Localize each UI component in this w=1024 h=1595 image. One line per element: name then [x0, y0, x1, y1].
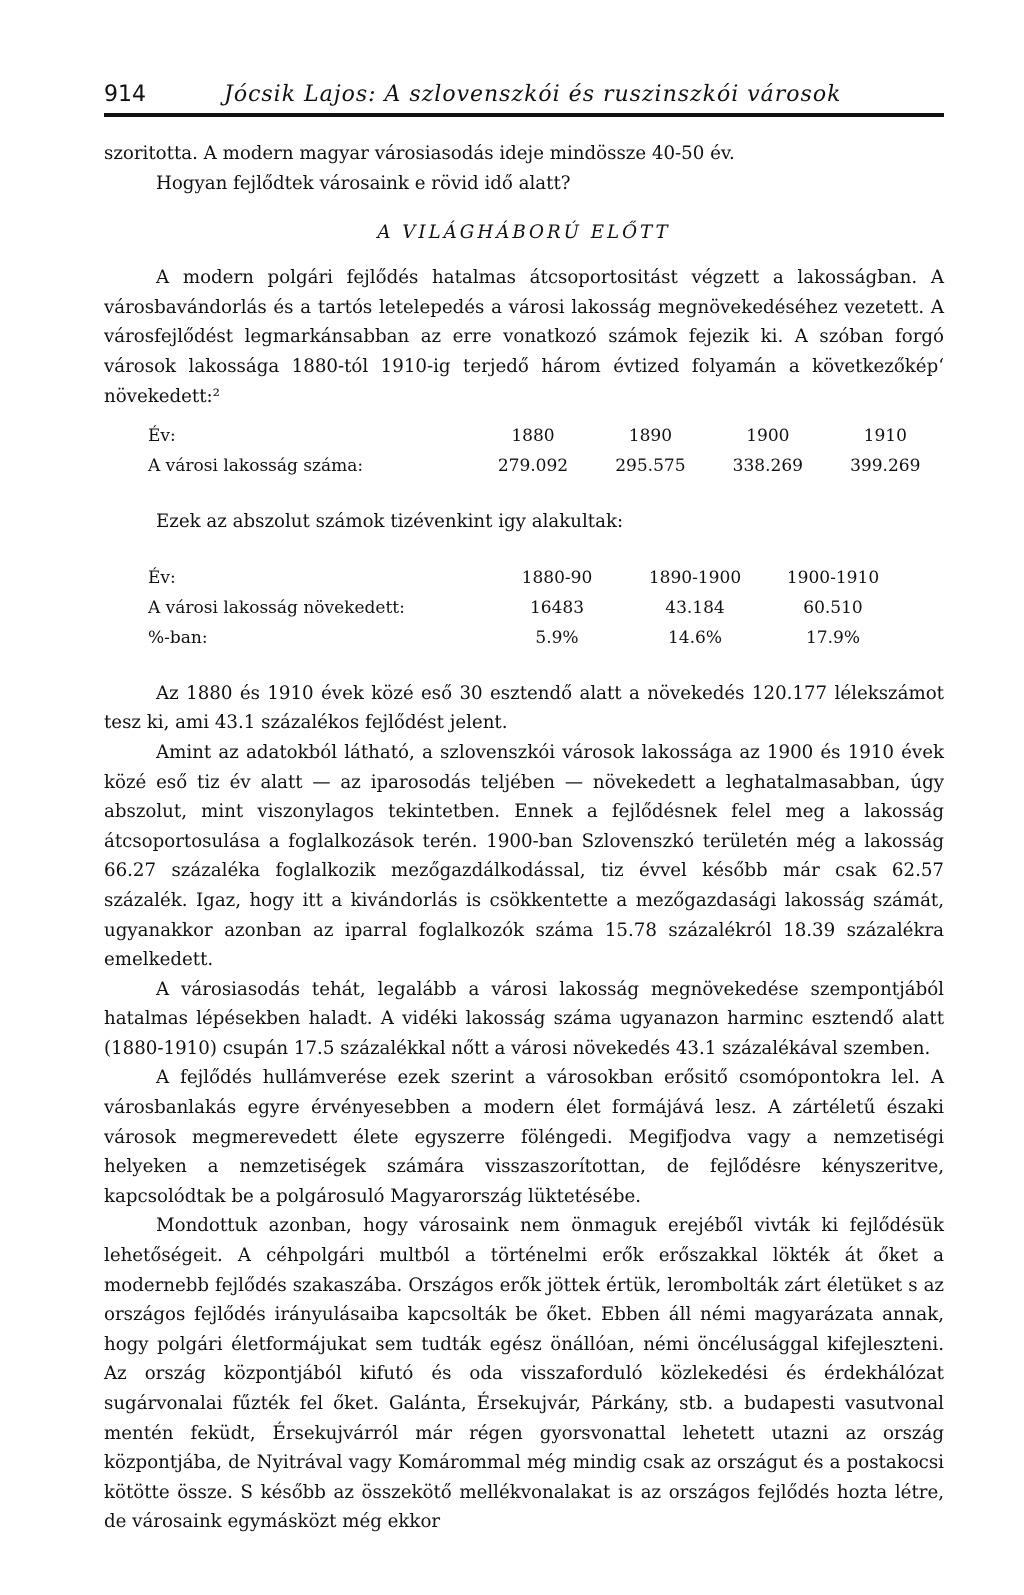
year-cell: 1910 — [863, 426, 907, 447]
value-cell: 43.184 — [665, 597, 725, 618]
year-header-label: Év: — [148, 426, 176, 447]
period-cell: 1890-1900 — [648, 567, 742, 588]
intro-line-1: szoritotta. A modern magyar városiasodás ideje mindössze 40-50 év. — [104, 143, 735, 164]
paragraph-urbanization: A városiasodás tehát, legalább a városi lakosság megnövekedése szempontjából hatalmas lépésekben haladt. A vidéki lakosság száma ugyanazon harminc esztendő alatt (1880-1910) csupán 17.5 százalékkal nőtt a városi növekedés 43.1 százalékával szemben. — [104, 978, 944, 1059]
section-title: A VILÁGHÁBORÚ ELŐTT — [377, 222, 671, 244]
value-cell: 17.9% — [805, 627, 860, 648]
year-cell: 1890 — [628, 426, 673, 447]
table-row — [148, 451, 944, 481]
population-table — [148, 421, 944, 481]
year-cell: 1880 — [511, 426, 555, 447]
table-row — [148, 623, 902, 653]
value-cell: 60.510 — [803, 597, 863, 618]
value-cell: 399.269 — [850, 456, 921, 477]
table-row — [148, 421, 944, 451]
row-label: A városi lakosság növekedett: — [148, 597, 405, 618]
period-cell: 1900-1910 — [786, 567, 880, 588]
growth-table — [148, 563, 902, 653]
paragraph-population-growth: A modern polgári fejlődés hatalmas átcsoportositást végzett a lakosságban. A városbavándorlás és a tartós letelepedés a városi lakosság megnövekedéséhez vezetett. A városfejlődést legmarkánsabban az erre vonatkozó számok fejezik ki. A szóban forgó városok lakossága 1880-tól 1910-ig terjedő három évtized folyamán a következőkép‘ növekedett:² — [104, 267, 944, 407]
row-label: A városi lakosság száma: — [148, 456, 364, 477]
value-cell: 14.6% — [667, 627, 722, 648]
book-page — [104, 82, 944, 1537]
year-cell: 1900 — [746, 426, 790, 447]
paragraph-summary: Az 1880 és 1910 évek közé eső 30 esztendő alatt a növekedés 120.177 lélekszámot tesz ki, ami 43.1 százalékos fejlődést jelent. — [104, 682, 944, 734]
value-cell: 16483 — [529, 597, 585, 618]
period-header-label: Év: — [148, 567, 176, 588]
value-cell: 295.575 — [615, 456, 686, 477]
value-cell: 279.092 — [497, 456, 569, 477]
paragraph-development-wave: A fejlődés hullámverése ezek szerint a városokban erősitő csomópontokra lel. A városbanlakás egyre érvényesebben a modern élet formájává lesz. A zártéletű északi városok megmerevedett élete egyszerre föléngedi. Megifjodva vagy a nemzetiségi helyeken a nemzetiségek számára visszaszorítottan, de fejlődésre kényszeritve, kapcsolódtak be a polgárosuló Magyarország lüktetésébe. — [104, 1067, 944, 1207]
paragraph-absolute-numbers: Ezek az abszolut számok tizévenkint igy alakultak: — [156, 511, 624, 533]
page-number: 914 — [104, 82, 146, 107]
paragraph-national-forces: Mondottuk azonban, hogy városaink nem önmaguk erejéből vivták ki fejlődésük lehetőségeit. A céhpolgári multból a történelmi erők erőszakkal lökték át őket a modernebb fejlődés szakaszába. Országos erők jöttek értük, lerombolták zárt életüket s az országos fejlődés irányulásaiba kapcsolták be őket. Ebben áll némi magyarázata annak, hogy polgári életformájukat sem tudták egész önállóan, némi öncélusággal kifejleszteni. Az ország központjából kifutó és oda visszaforduló közlekedési és érdekhálózat sugárvonalai fűzték fel őket. Galánta, Érsekujvár, Párkány, stb. a budapesti vasutvonal mentén feküdt, Érsekujvárról már régen gyorsvonattal lehetett utazni az ország központjába, de Nyitrával vagy Komárommal még mindig csak az országut és a postakocsi kötötte össze. S később az összekötő mellékvonalakat is az országos fejlődés hozta létre, de városaink egymásközt még ekkor — [104, 1215, 944, 1533]
table-row — [148, 563, 902, 593]
row-label: %-ban: — [148, 627, 208, 648]
intro-line-2: Hogyan fejlődtek városaink e rövid idő alatt? — [156, 172, 571, 194]
page-header — [104, 82, 944, 117]
table-row — [148, 593, 902, 623]
value-cell: 5.9% — [535, 627, 579, 648]
period-cell: 1880-90 — [521, 567, 593, 588]
value-cell: 338.269 — [732, 456, 803, 477]
paragraph-industrialization: Amint az adatokból látható, a szlovenszkói városok lakossága az 1900 és 1910 évek közé eső tiz év alatt — az iparosodás teljében — növekedett a leghatalmasabban, úgy abszolut, mint viszonylagos tekintetben. Ennek a fejlődésnek felel meg a lakosság átcsoportosulása a foglalkozások terén. 1900-ban Szlovenszkó területén még a lakosság 66.27 százaléka foglalkozik mezőgazdálkodással, tiz évvel később már csak 62.57 százalék. Igaz, hogy itt a kivándorlás is csökkentette a mezőgazdasági lakosság számát, ugyanakkor azonban az iparral foglalkozók száma 15.78 százalékról 18.39 százalékra emelkedett. — [104, 741, 944, 971]
running-title: Jócsik Lajos: A szlovenszkói és ruszinszkói városok — [224, 82, 842, 107]
